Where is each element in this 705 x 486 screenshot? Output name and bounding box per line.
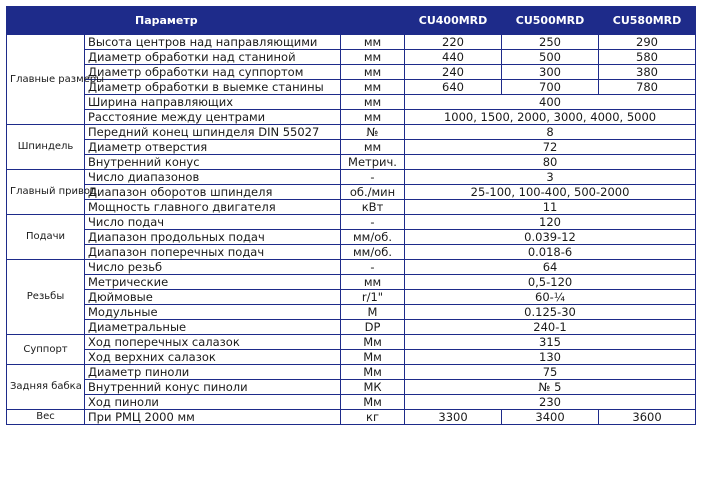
value-cell-shared: 0,5-120 (405, 275, 696, 290)
parameter-name: Ход пиноли (85, 395, 341, 410)
value-cell-shared: 3 (405, 170, 696, 185)
table-row (7, 410, 696, 425)
table-row (7, 215, 696, 230)
unit-cell: DP (341, 320, 405, 335)
table-row (7, 395, 696, 410)
value-cell-model-1: 640 (405, 80, 502, 95)
parameter-name: При РМЦ 2000 мм (85, 410, 341, 425)
header-parameter: Параметр (7, 7, 405, 35)
unit-cell: МК (341, 380, 405, 395)
table-row (7, 50, 696, 65)
group-label: Главные размеры (7, 35, 85, 125)
value-cell-model-1: 220 (405, 35, 502, 50)
table-row (7, 380, 696, 395)
parameter-name: Число резьб (85, 260, 341, 275)
specifications-table (6, 6, 696, 425)
table-row (7, 230, 696, 245)
value-cell-model-3: 3600 (599, 410, 696, 425)
parameter-name: Диаметр обработки над станиной (85, 50, 341, 65)
unit-cell: Мм (341, 395, 405, 410)
unit-cell: r/1" (341, 290, 405, 305)
value-cell-model-3: 780 (599, 80, 696, 95)
parameter-name: Ход верхних салазок (85, 350, 341, 365)
parameter-name: Внутренний конус пиноли (85, 380, 341, 395)
parameter-name: Высота центров над направляющими (85, 35, 341, 50)
value-cell-shared: 11 (405, 200, 696, 215)
unit-cell: мм (341, 50, 405, 65)
value-cell-model-2: 500 (502, 50, 599, 65)
parameter-name: Метрические (85, 275, 341, 290)
unit-cell: мм (341, 140, 405, 155)
parameter-name: Ход поперечных салазок (85, 335, 341, 350)
parameter-name: Внутренний конус (85, 155, 341, 170)
value-cell-shared: 25-100, 100-400, 500-2000 (405, 185, 696, 200)
unit-cell: кВт (341, 200, 405, 215)
table-row (7, 290, 696, 305)
table-row (7, 185, 696, 200)
value-cell-shared: 64 (405, 260, 696, 275)
table-row (7, 200, 696, 215)
table-row (7, 95, 696, 110)
table-row (7, 110, 696, 125)
value-cell-model-3: 580 (599, 50, 696, 65)
unit-cell: кг (341, 410, 405, 425)
parameter-name: Диапазон продольных подач (85, 230, 341, 245)
table-row (7, 305, 696, 320)
value-cell-shared: 400 (405, 95, 696, 110)
table-row (7, 170, 696, 185)
parameter-name: Модульные (85, 305, 341, 320)
value-cell-shared: 80 (405, 155, 696, 170)
value-cell-shared: 130 (405, 350, 696, 365)
parameter-name: Диаметр отверстия (85, 140, 341, 155)
value-cell-model-1: 440 (405, 50, 502, 65)
unit-cell: мм (341, 95, 405, 110)
group-label: Вес (7, 410, 85, 425)
unit-cell: Мм (341, 365, 405, 380)
header-model-1: CU400MRD (405, 7, 502, 35)
value-cell-model-3: 290 (599, 35, 696, 50)
value-cell-shared: 1000, 1500, 2000, 3000, 4000, 5000 (405, 110, 696, 125)
table-row (7, 35, 696, 50)
value-cell-model-3: 380 (599, 65, 696, 80)
parameter-name: Диапазон оборотов шпинделя (85, 185, 341, 200)
value-cell-shared: № 5 (405, 380, 696, 395)
unit-cell: - (341, 215, 405, 230)
group-label: Резьбы (7, 260, 85, 335)
value-cell-shared: 60-¼ (405, 290, 696, 305)
parameter-name: Диапазон поперечных подач (85, 245, 341, 260)
parameter-name: Диаметр обработки в выемке станины (85, 80, 341, 95)
value-cell-model-2: 700 (502, 80, 599, 95)
unit-cell: № (341, 125, 405, 140)
table-row (7, 320, 696, 335)
group-label: Подачи (7, 215, 85, 260)
unit-cell: - (341, 260, 405, 275)
group-label: Задняя бабка (7, 365, 85, 410)
unit-cell: мм (341, 35, 405, 50)
spec-table-container (6, 6, 696, 425)
unit-cell: мм (341, 110, 405, 125)
unit-cell: мм/об. (341, 245, 405, 260)
header-row (7, 7, 696, 35)
parameter-name: Передний конец шпинделя DIN 55027 (85, 125, 341, 140)
value-cell-shared: 0.018-6 (405, 245, 696, 260)
value-cell-model-2: 300 (502, 65, 599, 80)
table-row (7, 125, 696, 140)
value-cell-shared: 8 (405, 125, 696, 140)
unit-cell: Мм (341, 350, 405, 365)
group-label: Суппорт (7, 335, 85, 365)
value-cell-shared: 230 (405, 395, 696, 410)
table-row (7, 155, 696, 170)
parameter-name: Расстояние между центрами (85, 110, 341, 125)
table-row (7, 260, 696, 275)
group-label: Главный привод (7, 170, 85, 215)
value-cell-shared: 315 (405, 335, 696, 350)
parameter-name: Диаметральные (85, 320, 341, 335)
value-cell-shared: 120 (405, 215, 696, 230)
value-cell-shared: 240-1 (405, 320, 696, 335)
unit-cell: мм (341, 80, 405, 95)
table-row (7, 245, 696, 260)
parameter-name: Число диапазонов (85, 170, 341, 185)
table-header (7, 7, 696, 35)
parameter-name: Дюймовые (85, 290, 341, 305)
table-row (7, 365, 696, 380)
table-row (7, 65, 696, 80)
unit-cell: мм (341, 65, 405, 80)
unit-cell: - (341, 170, 405, 185)
value-cell-shared: 75 (405, 365, 696, 380)
table-row (7, 335, 696, 350)
unit-cell: Мм (341, 335, 405, 350)
unit-cell: мм/об. (341, 230, 405, 245)
table-row (7, 275, 696, 290)
group-label: Шпиндель (7, 125, 85, 170)
unit-cell: об./мин (341, 185, 405, 200)
value-cell-model-2: 250 (502, 35, 599, 50)
parameter-name: Число подач (85, 215, 341, 230)
unit-cell: Метрич. (341, 155, 405, 170)
value-cell-shared: 72 (405, 140, 696, 155)
parameter-name: Ширина направляющих (85, 95, 341, 110)
table-row (7, 350, 696, 365)
value-cell-model-1: 3300 (405, 410, 502, 425)
parameter-name: Диаметр обработки над суппортом (85, 65, 341, 80)
table-row (7, 140, 696, 155)
value-cell-shared: 0.039-12 (405, 230, 696, 245)
header-model-2: CU500MRD (502, 7, 599, 35)
value-cell-model-2: 3400 (502, 410, 599, 425)
unit-cell: M (341, 305, 405, 320)
value-cell-model-1: 240 (405, 65, 502, 80)
unit-cell: мм (341, 275, 405, 290)
table-body (7, 35, 696, 425)
table-row (7, 80, 696, 95)
parameter-name: Мощность главного двигателя (85, 200, 341, 215)
parameter-name: Диаметр пиноли (85, 365, 341, 380)
header-model-3: CU580MRD (599, 7, 696, 35)
value-cell-shared: 0.125-30 (405, 305, 696, 320)
